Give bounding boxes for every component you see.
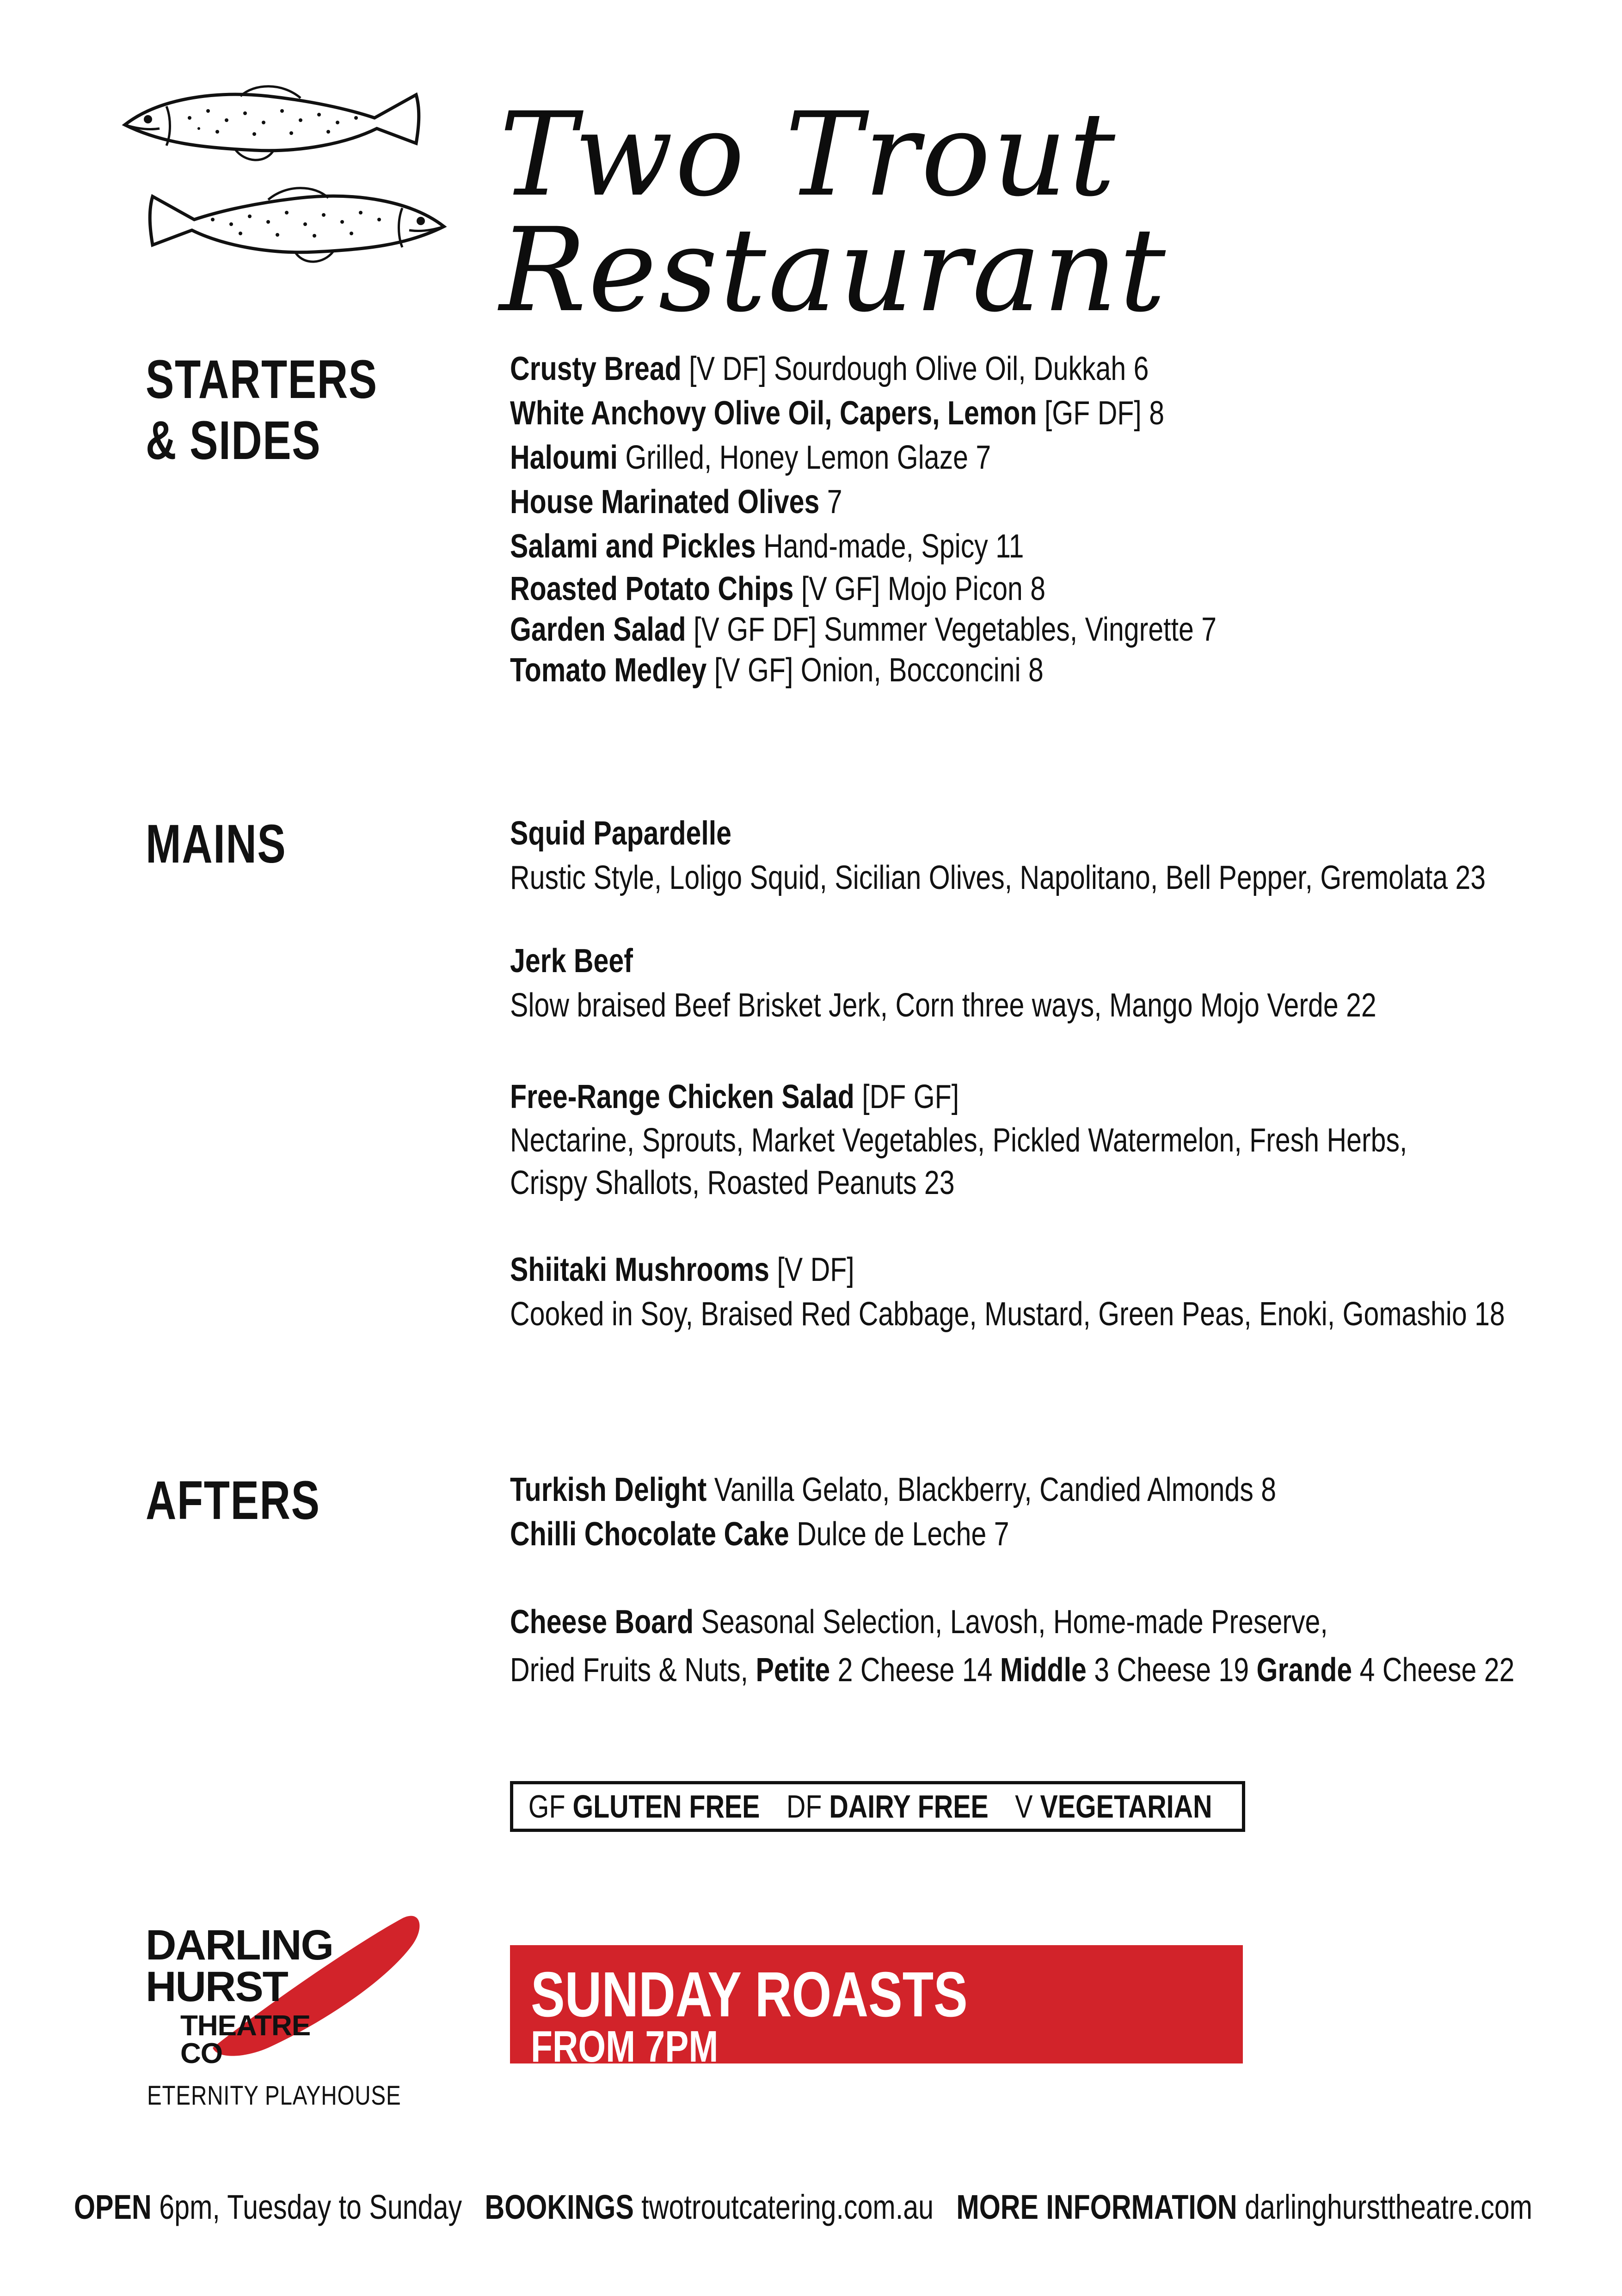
mains-list [510, 811, 1610, 1336]
menu-item: House Marinated Olives 7 [510, 484, 842, 520]
menu-item: Crusty Bread [V DF] Sourdough Olive Oil, Dukkah 6 [510, 350, 1149, 387]
section-title-afters: AFTERS [146, 1470, 320, 1531]
dietary-legend [510, 1781, 1245, 1832]
section-title-line: STARTERS [146, 349, 378, 410]
banner-headline: SUNDAY ROASTS [531, 1959, 968, 2030]
section-title-starters [146, 349, 378, 471]
logo-line3: THEATRE [180, 2010, 311, 2042]
trout-illustration-top [116, 74, 453, 176]
menu-item-desc: Cooked in Soy, Braised Red Cabbage, Mustard, Green Peas, Enoki, Gomashio 18 [510, 1296, 1505, 1333]
menu-item-name: Jerk Beef [510, 943, 633, 980]
menu-item-desc: Nectarine, Sprouts, Market Vegetables, Pickled Watermelon, Fresh Herbs, [510, 1122, 1407, 1159]
trout-illustration-bottom [116, 176, 453, 277]
footer-bookings-link[interactable]: twotroutcatering.com.au [641, 2188, 934, 2226]
legend-v: V VEGETARIAN [1015, 1788, 1212, 1825]
menu-item: Chilli Chocolate Cake Dulce de Leche 7 [510, 1516, 1009, 1553]
legend-gf: GF GLUTEN FREE [528, 1788, 760, 1825]
footer-bookings-label: BOOKINGS [485, 2188, 634, 2226]
menu-item-name: Free-Range Chicken Salad [DF GF] [510, 1078, 959, 1115]
menu-item-name: Shiitaki Mushrooms [V DF] [510, 1251, 854, 1288]
footer-open-label: OPEN [74, 2188, 152, 2226]
menu-item-desc: Crispy Shallots, Roasted Peanuts 23 [510, 1164, 955, 1201]
footer-info-label: MORE INFORMATION [956, 2188, 1237, 2226]
menu-item: White Anchovy Olive Oil, Capers, Lemon [GF DF] 8 [510, 395, 1165, 432]
menu-item: Garden Salad [V GF DF] Summer Vegetables, Vingrette 7 [510, 611, 1217, 648]
menu-item: Haloumi Grilled, Honey Lemon Glaze 7 [510, 439, 991, 476]
starters-list [510, 347, 1610, 691]
section-title-line: & SIDES [146, 410, 321, 471]
footer-info-link[interactable]: darlinghursttheatre.com [1245, 2188, 1533, 2226]
menu-item-cheese-options: Dried Fruits & Nuts, Petite 2 Cheese 14 Middle 3 Cheese 19 Grande 4 Cheese 22 [510, 1652, 1515, 1689]
footer-info [74, 2187, 1532, 2227]
logo-line4: CO [180, 2038, 222, 2069]
menu-item: Roasted Potato Chips [V GF] Mojo Picon 8 [510, 570, 1046, 607]
menu-item-name: Squid Papardelle [510, 815, 732, 852]
menu-item-cheese: Cheese Board Seasonal Selection, Lavosh, Home-made Preserve, [510, 1604, 1328, 1641]
section-title-mains: MAINS [146, 814, 287, 875]
menu-item: Salami and Pickles Hand-made, Spicy 11 [510, 528, 1024, 565]
footer-open-value: 6pm, Tuesday to Sunday [159, 2188, 462, 2226]
logo-line2: HURST [146, 1963, 288, 2010]
legend-df: DF DAIRY FREE [786, 1788, 989, 1825]
menu-item: Turkish Delight Vanilla Gelato, Blackberry, Candied Almonds 8 [510, 1471, 1277, 1508]
restaurant-title: Two Trout Restaurant [499, 87, 1168, 337]
afters-list [510, 1468, 1610, 1694]
menu-item-desc: Slow braised Beef Brisket Jerk, Corn three ways, Mango Mojo Verde 22 [510, 987, 1376, 1024]
logo-subtitle: ETERNITY PLAYHOUSE [147, 2081, 401, 2111]
banner-subline: FROM 7PM [531, 2022, 719, 2071]
menu-item-desc: Rustic Style, Loligo Squid, Sicilian Olives, Napolitano, Bell Pepper, Gremolata 23 [510, 859, 1486, 896]
menu-item: Tomato Medley [V GF] Onion, Bocconcini 8 [510, 652, 1044, 689]
sunday-roasts-banner [510, 1945, 1243, 2071]
logo-line1: DARLING [146, 1922, 333, 1969]
